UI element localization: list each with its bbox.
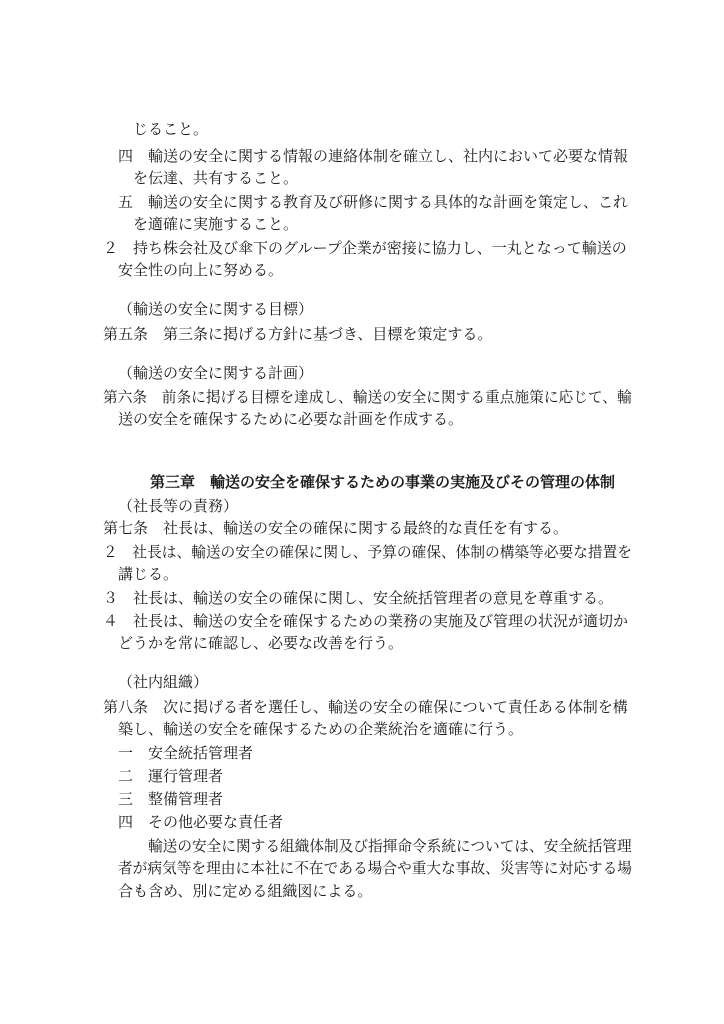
paragraph-2-line-1: ２ 持ち株会社及び傘下のグループ企業が密接に協力し、一丸となって輸送の <box>103 239 627 257</box>
paragraph-2-line-2: 安全性の向上に努める。 <box>118 261 284 279</box>
article-6-line-1: 第六条 前条に掲げる目標を達成し、輸送の安全に関する重点施策に応じて、輸 <box>103 388 632 406</box>
article-7-para-4-line-2: どうかを常に確認し、必要な改善を行う。 <box>118 634 404 652</box>
item-5-line-2: を適確に実施すること。 <box>133 215 299 233</box>
article-8-item-3: 三 整備管理者 <box>118 790 224 808</box>
article-7-para-3: ３ 社長は、輸送の安全の確保に関し、安全統括管理者の意見を尊重する。 <box>103 589 614 607</box>
article-8-note-line-1: 輸送の安全に関する組織体制及び指揮命令系統については、安全統括管理 <box>148 837 632 855</box>
chapter-3-heading: 第三章 輸送の安全を確保するための事業の実施及びその管理の体制 <box>150 473 616 491</box>
article-7-caption: （社長等の責務） <box>118 497 239 515</box>
article-5-text: 第五条 第三条に掲げる方針に基づき、目標を策定する。 <box>103 325 493 343</box>
article-8-note-line-2: 者が病気等を理由に本社に不在である場合や重大な事故、災害等に対応する場 <box>118 859 632 877</box>
article-7-para-2-line-2: 講じる。 <box>118 565 179 583</box>
article-8-item-4: 四 その他必要な責任者 <box>118 813 284 831</box>
article-6-line-2: 送の安全を確保するために必要な計画を作成する。 <box>118 410 464 428</box>
article-8-item-2: 二 運行管理者 <box>118 767 224 785</box>
article-7-text: 第七条 社長は、輸送の安全の確保に関する最終的な責任を有する。 <box>103 519 569 537</box>
article-8-line-2: 築し、輸送の安全を確保するための企業統治を適確に行う。 <box>118 720 524 738</box>
item-5-line-1: 五 輸送の安全に関する教育及び研修に関する具体的な計画を策定し、これ <box>118 193 629 211</box>
article-8-caption: （社内組織） <box>118 673 209 691</box>
article-7-para-4-line-1: ４ 社長は、輸送の安全を確保するための業務の実施及び管理の状況が適切か <box>103 612 629 630</box>
article-8-item-1: 一 安全統括管理者 <box>118 744 254 762</box>
article-8-line-1: 第八条 次に掲げる者を選任し、輸送の安全の確保について責任ある体制を構 <box>103 698 628 716</box>
item-4-line-1: 四 輸送の安全に関する情報の連絡体制を確立し、社内において必要な情報 <box>118 147 629 165</box>
item-4-line-2: を伝達、共有すること。 <box>133 169 299 187</box>
article-5-caption: （輸送の安全に関する目標） <box>118 300 314 318</box>
article-8-note-line-3: 合も含め、別に定める組織図による。 <box>118 882 373 900</box>
article-6-caption: （輸送の安全に関する計画） <box>118 364 314 382</box>
item-3-continuation: じること。 <box>133 120 209 138</box>
article-7-para-2-line-1: ２ 社長は、輸送の安全の確保に関し、予算の確保、体制の構築等必要な措置を <box>103 543 632 561</box>
